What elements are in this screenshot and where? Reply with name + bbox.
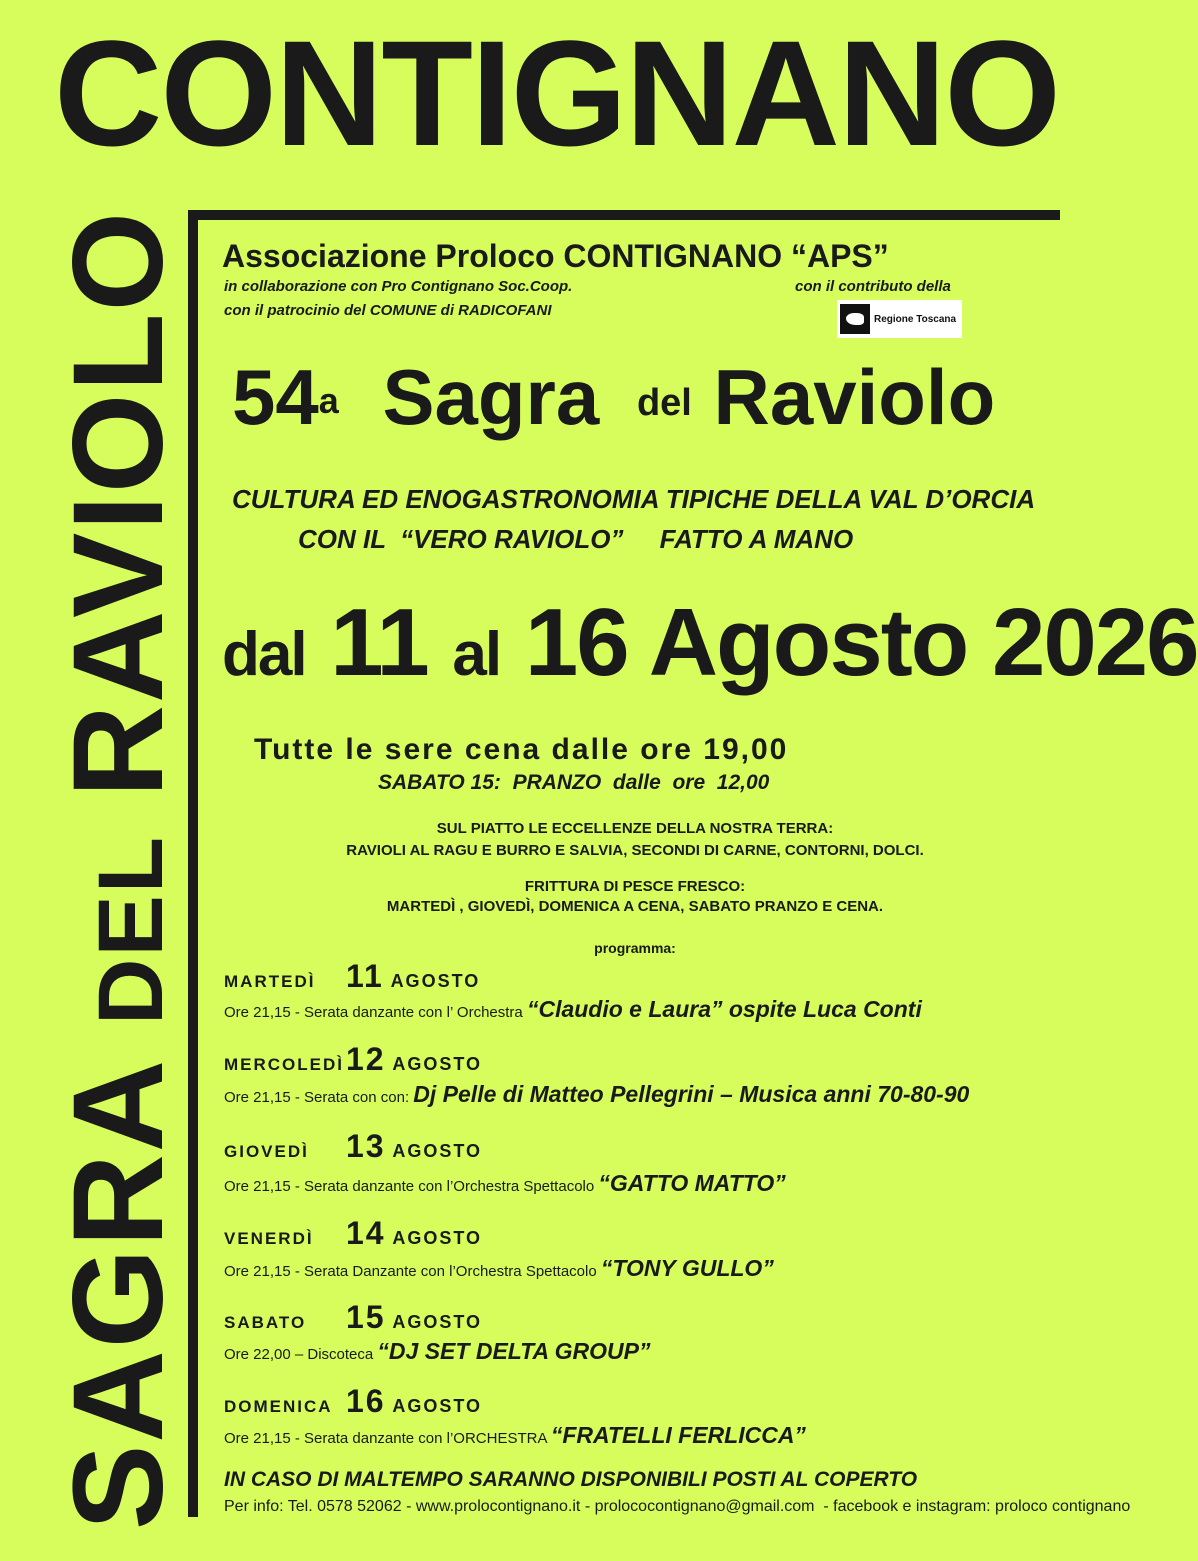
program-label: programma: <box>594 940 676 956</box>
association-name: Associazione Proloco CONTIGNANO “APS” <box>222 238 889 274</box>
day-month: AGOSTO <box>392 1228 483 1248</box>
program-entry <box>224 1255 774 1282</box>
event-raviolo: Raviolo <box>713 353 996 441</box>
program-desc: Ore 21,15 - Serata danzante con l’ORCHESTRA <box>224 1430 547 1447</box>
day-number: 12 <box>346 1041 386 1077</box>
program-entry <box>224 1338 650 1365</box>
program-desc: Ore 21,15 - Serata con con: <box>224 1089 410 1106</box>
program-performer: Dj Pelle di Matteo Pellegrini – Musica anni 70-80-90 <box>413 1081 970 1107</box>
program-entry <box>224 1081 969 1108</box>
program-day <box>224 1383 482 1420</box>
program-desc: Ore 21,15 - Serata Danzante con l’Orchestra Spettacolo <box>224 1263 597 1280</box>
culture-line-1: CULTURA ED ENOGASTRONOMIA TIPICHE DELLA VAL D’ORCIA <box>232 484 1036 514</box>
day-month: AGOSTO <box>392 1054 483 1074</box>
program-performer: “DJ SET DELTA GROUP” <box>377 1338 651 1364</box>
day-number: 15 <box>346 1299 386 1335</box>
day-weekday: GIOVEDÌ <box>224 1142 309 1161</box>
fish-heading: FRITTURA DI PESCE FRESCO: <box>524 878 746 895</box>
event-del: del <box>636 382 692 424</box>
bad-weather-notice: IN CASO DI MALTEMPO SARANNO DISPONIBILI POSTI AL COPERTO <box>224 1468 918 1491</box>
program-entry <box>224 1422 806 1449</box>
program-desc: Ore 21,15 - Serata danzante con l’Orchestra Spettacolo <box>224 1178 595 1195</box>
program-day <box>224 1215 482 1252</box>
program-entry <box>224 1170 786 1197</box>
day-month: AGOSTO <box>392 1396 483 1416</box>
vertical-event-title <box>47 209 195 1530</box>
program-desc: Ore 22,00 – Discoteca <box>224 1346 374 1363</box>
program-performer: “TONY GULLO” <box>600 1255 774 1281</box>
program-day <box>224 958 480 995</box>
event-sagra: Sagra <box>382 353 600 441</box>
event-name <box>232 352 995 442</box>
program-entry <box>224 996 922 1023</box>
regione-toscana-logo <box>837 300 962 338</box>
vertical-title-raviolo: RAVIOLO <box>47 209 190 798</box>
edition-suffix: a <box>318 380 339 421</box>
vertical-title-del: DEL <box>80 834 182 1025</box>
day-number: 14 <box>346 1215 386 1251</box>
day-number: 13 <box>346 1128 386 1164</box>
day-weekday: MARTEDÌ <box>224 972 316 991</box>
vertical-title-sagra: SAGRA <box>47 1062 190 1530</box>
event-dates <box>222 588 1198 710</box>
fish-days: MARTEDÌ , GIOVEDÌ, DOMENICA A CENA, SABATO PRANZO E CENA. <box>386 898 884 915</box>
program-day <box>224 1128 482 1165</box>
dates-al: al <box>452 620 501 689</box>
day-month: AGOSTO <box>392 1312 483 1332</box>
program-performer: “FRATELLI FERLICCA” <box>550 1422 806 1448</box>
lunch-time: SABATO 15: PRANZO dalle ore 12,00 <box>378 771 770 794</box>
collaboration-text: in collaborazione con Pro Contignano Soc.Coop. <box>224 278 573 295</box>
pegasus-icon <box>840 304 870 334</box>
dates-start: 11 <box>330 589 428 696</box>
program-performer: “GATTO MATTO” <box>598 1170 786 1196</box>
edition-number: 54 <box>232 353 319 441</box>
dates-end: 16 Agosto 2026 <box>524 589 1198 696</box>
horizontal-divider <box>188 210 1060 220</box>
day-month: AGOSTO <box>392 1141 483 1161</box>
day-weekday: DOMENICA <box>224 1397 333 1416</box>
dates-dal: dal <box>222 620 306 689</box>
menu-heading: SUL PIATTO LE ECCELLENZE DELLA NOSTRA TERRA: <box>436 820 834 837</box>
logo-label: Regione Toscana <box>874 313 957 325</box>
program-desc: Ore 21,15 - Serata danzante con l’ Orchestra <box>224 1004 523 1021</box>
patronage-text: con il patrocinio del COMUNE di RADICOFANI <box>224 302 552 319</box>
contact-info: Per info: Tel. 0578 52062 - www.prolocontignano.it - prolococontignano@gmail.com - facebook e instagram: proloco contignano <box>224 1498 1131 1515</box>
day-weekday: VENERDÌ <box>224 1229 314 1248</box>
day-weekday: MERCOLEDÌ <box>224 1055 344 1074</box>
program-day <box>224 1299 482 1336</box>
dinner-time: Tutte le sere cena dalle ore 19,00 <box>254 733 789 766</box>
day-month: AGOSTO <box>390 971 481 991</box>
program-day <box>224 1041 482 1078</box>
day-number: 16 <box>346 1383 386 1419</box>
day-number: 11 <box>346 958 384 994</box>
program-performer: “Claudio e Laura” ospite Luca Conti <box>526 996 922 1022</box>
contribution-text: con il contributo della <box>795 278 951 295</box>
menu-items: RAVIOLI AL RAGU E BURRO E SALVIA, SECONDI DI CARNE, CONTORNI, DOLCI. <box>346 842 924 859</box>
day-weekday: SABATO <box>224 1313 307 1332</box>
culture-line-2: CON IL “VERO RAVIOLO” FATTO A MANO <box>298 524 854 554</box>
town-title: CONTIGNANO <box>54 9 1059 177</box>
